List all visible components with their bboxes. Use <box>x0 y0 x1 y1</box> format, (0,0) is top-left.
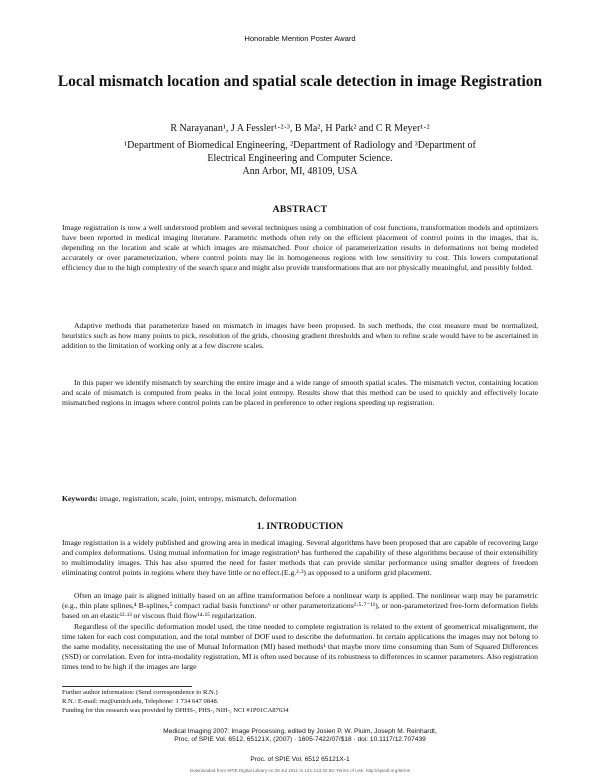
abstract-paragraph-2: Adaptive methods that parameterize based on mismatch in images have been proposed. In such methods, the cost measure must be normalized, heuristics such as how many points to pick, resolution of the grids, choosing gradient thresholds and when to refine scale would have to be ascertained in addition to the limitation of working only at a few discrete scales. <box>62 321 538 350</box>
intro-paragraph-2: Often an image pair is aligned initially based on an affine transformation before a nonlinear warp is applied. The nonlinear warp may be parametric (e.g., thin plate splines,⁴ B-splines,⁵ compact radial basis functions⁶ or other parameterizations²·⁵·⁷⁻¹¹), or non-parameterized free-form deformation fields based on an elastic¹²·¹³ or viscous fluid flow¹⁴·¹⁵ regularization. <box>62 591 538 620</box>
download-notice: Downloaded from SPIE Digital Library on 25 Jul 2011 to 141.213.32.50. Terms of Use: http://spiedl.org/terms <box>189 768 411 773</box>
page-number: Proc. of SPIE Vol. 6512 65121X-1 <box>250 756 350 763</box>
proceedings-line-1: Medical Imaging 2007: Image Processing, edited by Josien P. W. Pluim, Joseph M. Reinhardt, <box>163 728 437 735</box>
award-banner: Honorable Mention Poster Award <box>244 34 356 43</box>
abstract-paragraph-1: Image registration is now a well understood problem and several techniques using a combination of cost functions, transformation models and optimizers have been reported in medical imaging literature. Parametric methods often rely on the efficient placement of control points in the images, that is, depending on the location and scale at which images are mismatched. Poor choice of parameterization results in deformations not being modeled accurately or over parameterization, where control points may lie in homogeneous regions with low sensitivity to cost. This lowers computational efficiency due to the high complexity of the search space and might also provide transformations that are not physically meaningful, and possibly folded. <box>62 223 538 272</box>
proceedings-line-2: Proc. of SPIE Vol. 6512, 65121X, (2007) · 1605-7422/07/$18 · doi: 10.1117/12.707439 <box>174 736 426 743</box>
keywords-line <box>62 494 538 504</box>
intro-paragraph-3: Regardless of the specific deformation model used, the time needed to complete registration is related to the extent of geometrical misalignment, the time taken for each cost computation, and the total number of DOF used to describe the deformation. In certain applications the images may not belong to the same modality, necessitating the use of Mutual Information (MI) based methods¹ that maybe more time consuming than Sum of Squared Differences (SSD) or correlation. Even for intra-modality registration, MI is often used because of its robustness to differences in scanner parameters. Also registration times tend to be high if the images are large <box>62 622 538 671</box>
footnote-funding: Funding for this research was provided by DHHS-, PHS-, NIH-, NCI #1P01CA87634 <box>62 707 289 714</box>
abstract-paragraph-3: In this paper we identify mismatch by searching the entire image and a wide range of smooth spatial scales. The mismatch vector, containing location and scale of mismatch is computed from peaks in the local joint entropy. Results show that this method can be used to quickly and effectively locate mismatched regions in images where control points can be placed in preference to other regions speeding up registration. <box>62 378 538 407</box>
footnote-author-info: Further author information: (Send correspondence to R.N.) <box>62 689 218 696</box>
paper-title: Local mismatch location and spatial scale detection in image Registration <box>57 73 543 90</box>
proceedings-citation <box>0 728 600 744</box>
affiliation-line-2: Electrical Engineering and Computer Science. <box>207 153 393 164</box>
affiliation-block <box>50 139 550 178</box>
footnote-contact: R.N.: E-mail: rnz@umich.edu, Telephone: 1 734 647 0848. <box>62 698 219 705</box>
keywords-label: Keywords: <box>62 494 98 503</box>
author-list: R Narayanan¹, J A Fessler¹·²·³, B Ma², H Park² and C R Meyer¹·² <box>170 123 430 134</box>
footnote-divider <box>62 686 192 687</box>
affiliation-line-1: ¹Department of Biomedical Engineering, ²Department of Radiology and ³Department of <box>124 140 476 151</box>
abstract-heading: ABSTRACT <box>272 204 328 215</box>
keywords-text: image, registration, scale, joint, entropy, mismatch, deformation <box>99 494 297 503</box>
affiliation-line-3: Ann Arbor, MI, 48109, USA <box>242 166 358 177</box>
intro-paragraph-1: Image registration is a widely published and growing area in medical imaging. Several algorithms have been proposed that are capable of recovering large and complex deformations. Using mutual information for image registration¹ has furthered the capability of these algorithms because of their extensibility to multimodality images. This has also spurred the need for faster methods that can provide similar performance using smaller degrees of freedom eliminating control points in regions where they have little or no effect.(E.g.²·³) as opposed to a uniform grid placement. <box>62 538 538 577</box>
introduction-heading: 1. INTRODUCTION <box>256 521 344 532</box>
